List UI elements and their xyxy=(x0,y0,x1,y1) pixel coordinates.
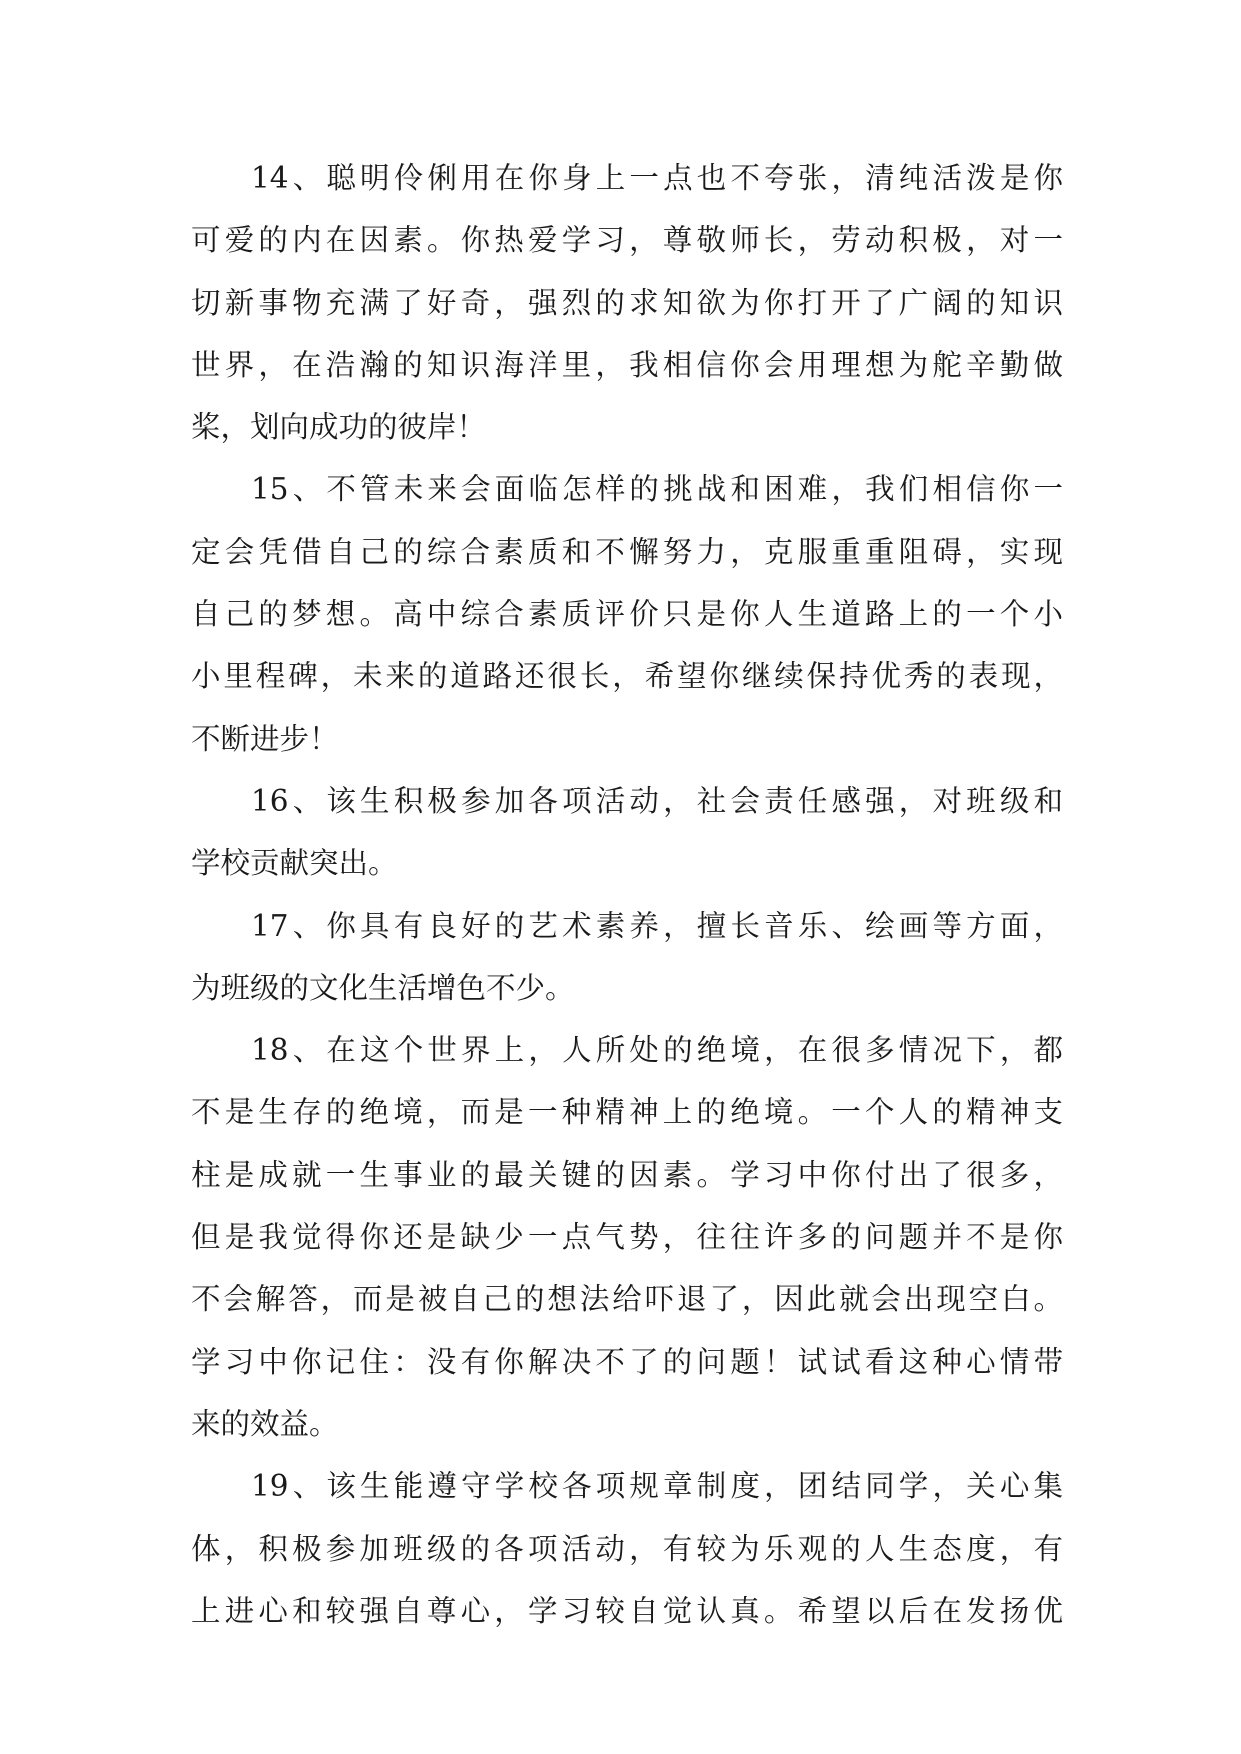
paragraph-line: 体，积极参加班级的各项活动，有较为乐观的人生态度，有 xyxy=(191,1531,1063,1566)
paragraph-line: 学习中你记住：没有你解决不了的问题！试试看这种心情带 xyxy=(191,1344,1063,1379)
paragraph-18 xyxy=(191,1032,1063,1468)
paragraph-line: 不是生存的绝境，而是一种精神上的绝境。一个人的精神支 xyxy=(191,1095,1063,1130)
paragraph-15 xyxy=(191,471,1063,782)
paragraph-line: 17、你具有良好的艺术素养，擅长音乐、绘画等方面， xyxy=(251,908,1063,943)
paragraph-line: 为班级的文化生活增色不少。 xyxy=(191,970,575,1005)
paragraph-line: 可爱的内在因素。你热爱学习，尊敬师长，劳动积极，对一 xyxy=(191,223,1063,258)
paragraph-line: 16、该生积极参加各项活动，社会责任感强，对班级和 xyxy=(251,783,1063,818)
paragraph-line: 柱是成就一生事业的最关键的因素。学习中你付出了很多， xyxy=(191,1157,1063,1192)
paragraph-17 xyxy=(191,908,1063,1033)
paragraph-19 xyxy=(191,1468,1063,1655)
paragraph-line: 来的效益。 xyxy=(191,1406,339,1441)
paragraph-line: 上进心和较强自尊心，学习较自觉认真。希望以后在发扬优 xyxy=(191,1593,1063,1628)
paragraph-line: 桨，划向成功的彼岸！ xyxy=(191,410,487,445)
paragraph-line: 学校贡献突出。 xyxy=(191,846,398,881)
paragraph-line: 15、不管未来会面临怎样的挑战和困难，我们相信你一 xyxy=(251,472,1063,507)
paragraph-line: 定会凭借自己的综合素质和不懈努力，克服重重阻碍，实现 xyxy=(191,534,1063,569)
paragraph-line: 切新事物充满了好奇，强烈的求知欲为你打开了广阔的知识 xyxy=(191,285,1063,320)
paragraph-14 xyxy=(191,160,1063,471)
paragraph-line: 18、在这个世界上，人所处的绝境，在很多情况下，都 xyxy=(251,1033,1063,1068)
paragraph-16 xyxy=(191,783,1063,908)
paragraph-line: 小里程碑，未来的道路还很长，希望你继续保持优秀的表现， xyxy=(191,659,1063,694)
paragraph-line: 14、聪明伶俐用在你身上一点也不夸张，清纯活泼是你 xyxy=(251,161,1063,195)
paragraph-line: 不断进步！ xyxy=(191,721,339,756)
paragraph-line: 不会解答，而是被自己的想法给吓退了，因此就会出现空白。 xyxy=(191,1282,1063,1317)
paragraph-line: 但是我觉得你还是缺少一点气势，往往许多的问题并不是你 xyxy=(191,1220,1063,1255)
paragraph-line: 世界，在浩瀚的知识海洋里，我相信你会用理想为舵辛勤做 xyxy=(191,347,1063,382)
paragraph-line: 自己的梦想。高中综合素质评价只是你人生道路上的一个小 xyxy=(191,597,1063,632)
paragraph-line: 19、该生能遵守学校各项规章制度，团结同学，关心集 xyxy=(251,1469,1063,1504)
document-body xyxy=(191,160,1063,1655)
